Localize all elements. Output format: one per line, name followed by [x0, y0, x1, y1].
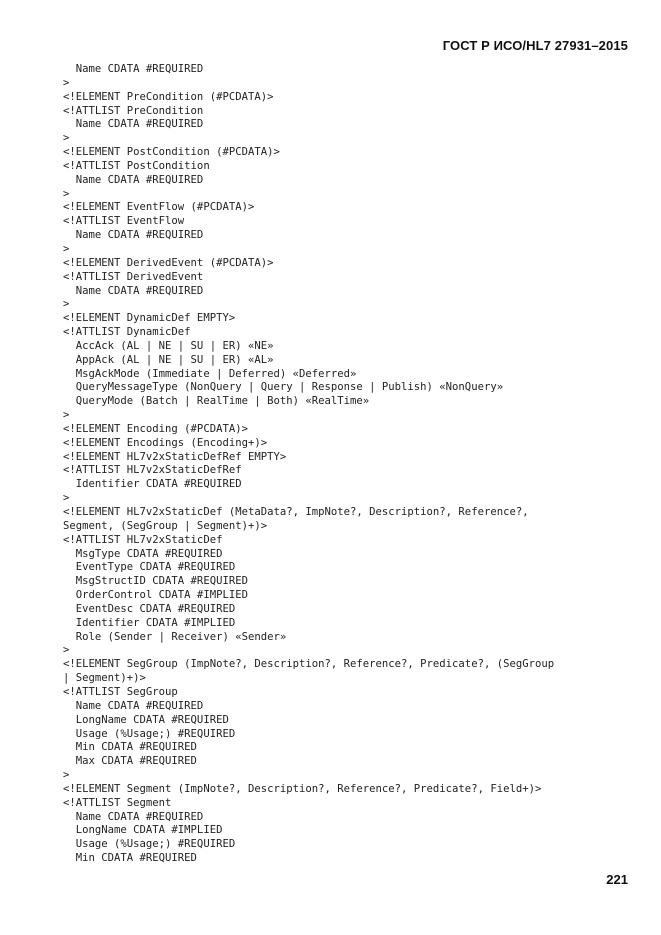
code-line: <!ELEMENT PreCondition (#PCDATA)> — [63, 90, 274, 103]
code-line: MsgStructID CDATA #REQUIRED — [63, 575, 248, 588]
code-line: <!ATTLIST PostCondition — [63, 159, 210, 172]
code-line: LongName CDATA #REQUIRED — [63, 713, 229, 726]
page-number: 221 — [606, 872, 628, 887]
code-line: <!ELEMENT DerivedEvent (#PCDATA)> — [63, 256, 274, 269]
code-line: Usage (%Usage;) #REQUIRED — [63, 838, 236, 851]
code-line: > — [63, 242, 70, 255]
code-line: > — [63, 409, 70, 422]
code-line: EventType CDATA #REQUIRED — [63, 561, 236, 574]
code-line: | Segment)+)> — [63, 672, 146, 685]
code-line: <!ELEMENT Encoding (#PCDATA)> — [63, 422, 248, 435]
code-line: Name CDATA #REQUIRED — [63, 173, 204, 186]
code-line: Name CDATA #REQUIRED — [63, 699, 204, 712]
code-line: LongName CDATA #IMPLIED — [63, 824, 223, 837]
code-line: <!ATTLIST Segment — [63, 796, 172, 809]
code-line: Name CDATA #REQUIRED — [63, 118, 204, 131]
code-line: Identifier CDATA #IMPLIED — [63, 616, 236, 629]
code-line: <!ATTLIST SegGroup — [63, 685, 178, 698]
code-line: <!ATTLIST PreCondition — [63, 104, 204, 117]
code-line: <!ELEMENT HL7v2xStaticDef (MetaData?, ImpNote?, Description?, Reference?, — [63, 506, 529, 518]
code-line: QueryMode (Batch | RealTime | Both) «RealTime» — [63, 395, 370, 408]
code-line: MsgType CDATA #REQUIRED — [63, 547, 223, 560]
code-line: Min CDATA #REQUIRED — [63, 741, 197, 754]
code-line: Max CDATA #REQUIRED — [63, 755, 197, 768]
code-line: MsgAckMode (Immediate | Deferred) «Deferred» — [63, 367, 357, 380]
code-line: AccAck (AL | NE | SU | ER) «NE» — [63, 339, 274, 352]
code-line: <!ELEMENT PostCondition (#PCDATA)> — [63, 146, 280, 159]
code-line: Name CDATA #REQUIRED — [63, 810, 204, 823]
code-line: <!ELEMENT HL7v2xStaticDefRef EMPTY> — [63, 450, 287, 463]
code-line: <!ATTLIST HL7v2xStaticDefRef — [63, 464, 242, 477]
code-line: <!ELEMENT Encodings (Encoding+)> — [63, 436, 268, 449]
code-line: > — [63, 644, 70, 657]
code-line: <!ELEMENT SegGroup (ImpNote?, Description?, Reference?, Predicate?, (SegGroup — [63, 658, 555, 671]
code-line: <!ATTLIST DynamicDef — [63, 326, 191, 339]
code-line: Identifier CDATA #REQUIRED — [63, 478, 242, 491]
code-line: <!ELEMENT Segment (ImpNote?, Description?, Reference?, Predicate?, Field+)> — [63, 782, 542, 795]
code-line: Name CDATA #REQUIRED — [63, 63, 204, 75]
code-line: Usage (%Usage;) #REQUIRED — [63, 727, 236, 740]
code-line: <!ELEMENT EventFlow (#PCDATA)> — [63, 201, 255, 214]
code-line: <!ATTLIST HL7v2xStaticDef — [63, 533, 223, 546]
code-line: > — [63, 187, 70, 200]
code-line: AppAck (AL | NE | SU | ER) «AL» — [63, 353, 274, 366]
code-line: QueryMessageType (NonQuery | Query | Response | Publish) «NonQuery» — [63, 381, 504, 394]
code-line: <!ELEMENT DynamicDef EMPTY> — [63, 312, 236, 325]
code-line: OrderControl CDATA #IMPLIED — [63, 589, 248, 602]
code-line: Segment, (SegGroup | Segment)+)> — [63, 519, 268, 532]
code-line: > — [63, 769, 70, 782]
code-line: Name CDATA #REQUIRED — [63, 284, 204, 297]
code-line: > — [63, 492, 70, 505]
code-line: > — [63, 76, 70, 89]
code-line: Min CDATA #REQUIRED — [63, 852, 197, 865]
code-line: EventDesc CDATA #REQUIRED — [63, 602, 236, 615]
dtd-code-listing — [63, 63, 633, 866]
code-line: Role (Sender | Receiver) «Sender» — [63, 630, 287, 643]
code-line: <!ATTLIST EventFlow — [63, 215, 185, 228]
code-line: Name CDATA #REQUIRED — [63, 229, 204, 242]
code-line: <!ATTLIST DerivedEvent — [63, 270, 204, 283]
code-line: > — [63, 298, 70, 311]
code-line: > — [63, 132, 70, 145]
page-header-standard-code: ГОСТ Р ИСО/HL7 27931–2015 — [442, 38, 628, 53]
